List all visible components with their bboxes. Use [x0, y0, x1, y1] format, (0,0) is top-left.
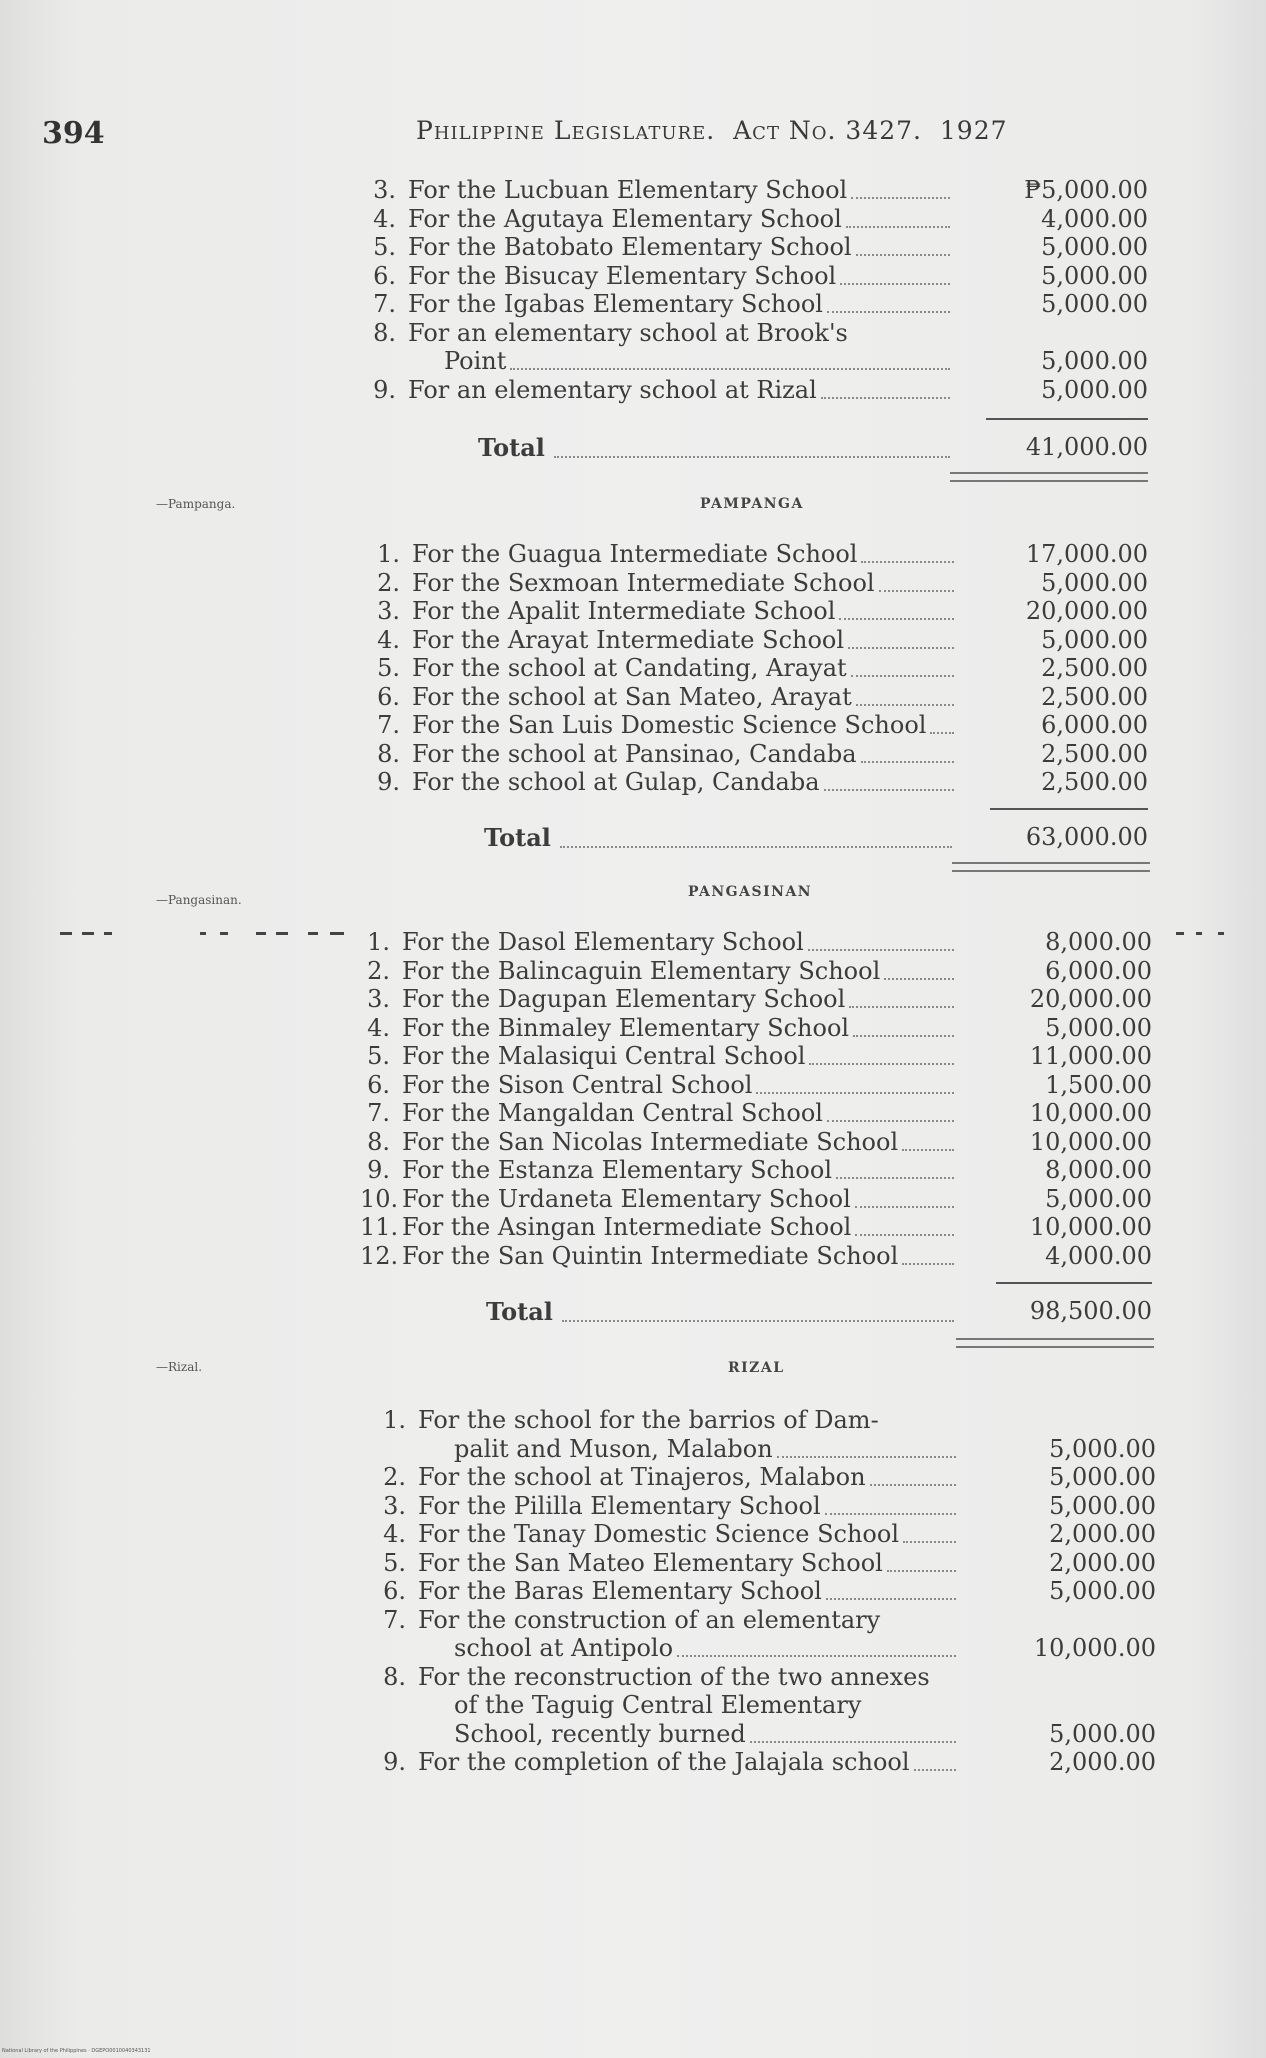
item-amount: 6,000.00: [1041, 711, 1148, 739]
item-label: For the Mangaldan Central School: [402, 1099, 823, 1127]
leader-dots: [884, 978, 954, 980]
item-label: For an elementary school at Brook's: [408, 318, 848, 347]
item-amount: 2,500.00: [1041, 654, 1148, 682]
item-label: For the Lucbuan Elementary School: [408, 176, 848, 204]
leader-dots: [887, 1570, 956, 1572]
leader-dots: [821, 397, 950, 399]
item-number: 3.: [367, 985, 390, 1013]
leader-dots: [855, 1206, 954, 1208]
total-label: Total: [486, 1297, 553, 1326]
item-amount: 5,000.00: [1049, 1463, 1156, 1491]
item-amount: 4,000.00: [1045, 1241, 1152, 1270]
item-number: 10.: [360, 1184, 399, 1213]
item-amount: 11,000.00: [1029, 1042, 1152, 1070]
leader-dots: [677, 1655, 956, 1657]
item-amount: 5,000.00: [1049, 1434, 1156, 1463]
subtotal-rule: [986, 418, 1148, 420]
item-number: 12.: [360, 1241, 399, 1270]
item-label: For the Baras Elementary School: [418, 1577, 822, 1605]
item-number: 2.: [367, 956, 390, 985]
item-label: For the Dagupan Elementary School: [402, 985, 846, 1013]
item-number: 2.: [383, 1463, 406, 1491]
item-label: For an elementary school at Rizal: [408, 375, 817, 404]
leader-dots: [861, 561, 954, 563]
item-label: For the Apalit Intermediate School: [412, 597, 836, 625]
item-amount: 5,000.00: [1045, 1013, 1152, 1042]
item-number: 11.: [360, 1213, 399, 1241]
item-label: For the completion of the Jalajala school: [418, 1748, 910, 1776]
item-number: 3.: [373, 176, 396, 204]
section-heading: PAMPANGA: [700, 496, 804, 512]
leader-dots: [879, 590, 954, 592]
leader-dots: [903, 1541, 956, 1543]
item-label: For the Agutaya Elementary School: [408, 204, 842, 233]
item-amount: 17,000.00: [1025, 540, 1148, 568]
item-label: For the Malasiqui Central School: [402, 1042, 806, 1070]
item-number: 5.: [377, 654, 400, 682]
item-label: For the school at Tinajeros, Malabon: [418, 1463, 866, 1491]
leader-dots: [826, 1598, 956, 1600]
total-label: Total: [478, 433, 545, 462]
item-label: For the Bisucay Elementary School: [408, 261, 837, 290]
leader-dots: [851, 675, 954, 677]
item-label: For the Arayat Intermediate School: [412, 625, 845, 654]
item-label: For the Batobato Elementary School: [408, 233, 852, 261]
item-number: 1.: [367, 928, 390, 956]
item-label: For the school at Pansinao, Candaba: [412, 739, 857, 768]
total-amount: 41,000.00: [1025, 433, 1148, 461]
item-label: Point: [444, 347, 507, 375]
item-amount: 2,500.00: [1041, 739, 1148, 768]
item-number: 9.: [377, 768, 400, 796]
item-amount: 8,000.00: [1045, 1156, 1152, 1184]
item-number: 8.: [377, 739, 400, 768]
item-label: For the Tanay Domestic Science School: [418, 1520, 899, 1548]
item-label: For the San Luis Domestic Science School: [412, 711, 927, 739]
item-amount: 5,000.00: [1045, 1184, 1152, 1213]
item-amount: 20,000.00: [1025, 597, 1148, 625]
leader-dots: [836, 1177, 954, 1179]
double-rule: [950, 472, 1148, 482]
double-rule: [956, 1338, 1154, 1348]
item-amount: 5,000.00: [1049, 1577, 1156, 1605]
item-label: For the Urdaneta Elementary School: [402, 1184, 851, 1213]
scan-footer: National Library of the Philippines · DGEPO0010040343131: [2, 2048, 151, 2054]
item-number: 8.: [367, 1127, 390, 1156]
item-number: 5.: [383, 1548, 406, 1577]
subtotal-rule: [990, 808, 1148, 810]
total-dots: [562, 1320, 954, 1322]
item-label: For the school at Gulap, Candaba: [412, 768, 820, 796]
item-label: For the Igabas Elementary School: [408, 290, 823, 318]
item-number: 5.: [367, 1042, 390, 1070]
leader-dots: [777, 1456, 956, 1458]
margin-note: —Rizal.: [156, 1360, 203, 1374]
leader-dots: [870, 1484, 956, 1486]
item-number: 4.: [373, 204, 396, 233]
item-number: 7.: [383, 1605, 406, 1634]
item-number: 1.: [383, 1406, 406, 1434]
item-amount: 5,000.00: [1041, 290, 1148, 318]
item-number: 6.: [367, 1070, 390, 1099]
total-dots: [554, 456, 950, 458]
leader-dots: [914, 1769, 956, 1771]
item-number: 4.: [377, 625, 400, 654]
leader-dots: [855, 1234, 954, 1236]
item-label: For the school at San Mateo, Arayat: [412, 682, 852, 711]
item-number: 8.: [383, 1662, 406, 1691]
item-amount: 10,000.00: [1029, 1099, 1152, 1127]
item-amount: 10,000.00: [1033, 1634, 1156, 1662]
item-label: For the Sexmoan Intermediate School: [412, 568, 875, 597]
item-label: school at Antipolo: [454, 1634, 674, 1662]
item-number: 3.: [383, 1491, 406, 1520]
leader-dots: [750, 1741, 956, 1743]
item-amount: 5,000.00: [1041, 625, 1148, 654]
item-label: For the Sison Central School: [402, 1070, 753, 1099]
item-label: For the Estanza Elementary School: [402, 1156, 832, 1184]
item-amount: 2,500.00: [1041, 682, 1148, 711]
item-amount: 5,000.00: [1041, 347, 1148, 375]
total-amount: 63,000.00: [1025, 823, 1148, 851]
double-rule: [952, 862, 1150, 872]
leader-dots: [856, 704, 954, 706]
item-amount: 5,000.00: [1041, 375, 1148, 404]
year: 1927: [939, 116, 1008, 145]
section-heading: PANGASINAN: [688, 884, 813, 900]
leader-dots: [839, 618, 954, 620]
item-number: 5.: [373, 233, 396, 261]
item-amount: 5,000.00: [1041, 261, 1148, 290]
item-amount: 2,000.00: [1049, 1520, 1156, 1548]
item-label: For the San Quintin Intermediate School: [402, 1241, 899, 1270]
item-amount: 2,500.00: [1041, 768, 1148, 796]
leader-dots: [809, 1063, 954, 1065]
total-amount: 98,500.00: [1029, 1297, 1152, 1325]
leader-dots: [827, 1120, 954, 1122]
item-number: 6.: [377, 682, 400, 711]
item-amount: 20,000.00: [1029, 985, 1152, 1013]
item-amount: ₱5,000.00: [1024, 176, 1148, 204]
leader-dots: [851, 197, 950, 199]
item-label: For the Pililla Elementary School: [418, 1491, 821, 1520]
item-amount: 10,000.00: [1029, 1127, 1152, 1156]
item-amount: 5,000.00: [1041, 568, 1148, 597]
item-label: For the construction of an elementary: [418, 1605, 881, 1634]
leader-dots: [808, 949, 954, 951]
running-head-title: Philippine Legislature.: [416, 116, 716, 145]
item-number: 3.: [377, 597, 400, 625]
item-label: School, recently burned: [454, 1719, 746, 1748]
item-number: 8.: [373, 318, 396, 347]
leader-dots: [510, 368, 950, 370]
item-amount: 1,500.00: [1045, 1070, 1152, 1099]
leader-dots: [853, 1035, 954, 1037]
item-amount: 4,000.00: [1041, 204, 1148, 233]
item-label: palit and Muson, Malabon: [454, 1434, 773, 1463]
total-dots: [560, 846, 952, 848]
leader-dots: [861, 761, 954, 763]
item-label: For the Dasol Elementary School: [402, 928, 804, 956]
item-number: 6.: [373, 261, 396, 290]
item-amount: 2,000.00: [1049, 1548, 1156, 1577]
act-number: Act No. 3427.: [733, 116, 922, 145]
page-number: 394: [42, 116, 105, 151]
item-label: For the San Mateo Elementary School: [418, 1548, 883, 1577]
item-number: 7.: [367, 1099, 390, 1127]
item-label: For the Balincaguin Elementary School: [402, 956, 881, 985]
item-label: For the school for the barrios of Dam-: [418, 1406, 879, 1434]
item-number: 6.: [383, 1577, 406, 1605]
section-heading: RIZAL: [728, 1360, 785, 1376]
leader-dots: [846, 226, 950, 228]
subtotal-rule: [996, 1282, 1152, 1284]
item-number: 9.: [373, 375, 396, 404]
item-label: For the San Nicolas Intermediate School: [402, 1127, 899, 1156]
item-amount: 10,000.00: [1029, 1213, 1152, 1241]
leader-dots: [756, 1092, 954, 1094]
item-number: 9.: [367, 1156, 390, 1184]
item-amount: 5,000.00: [1049, 1491, 1156, 1520]
leader-dots: [827, 311, 950, 313]
item-label: For the school at Candating, Arayat: [412, 654, 847, 682]
item-label: For the Asingan Intermediate School: [402, 1213, 852, 1241]
item-amount: 5,000.00: [1049, 1719, 1156, 1748]
margin-note: —Pampanga.: [156, 497, 236, 511]
leader-dots: [848, 647, 954, 649]
item-number: 4.: [367, 1013, 390, 1042]
leader-dots: [824, 789, 954, 791]
item-number: 1.: [377, 540, 400, 568]
item-amount: 8,000.00: [1045, 928, 1152, 956]
margin-note: —Pangasinan.: [156, 893, 242, 907]
item-label: For the reconstruction of the two annexes: [418, 1662, 930, 1691]
leader-dots: [902, 1263, 954, 1265]
item-number: 4.: [383, 1520, 406, 1548]
item-label: For the Guagua Intermediate School: [412, 540, 858, 568]
running-head: [416, 116, 1008, 145]
leader-dots: [825, 1513, 956, 1515]
item-number: 2.: [377, 568, 400, 597]
item-label: For the Binmaley Elementary School: [402, 1013, 850, 1042]
leader-dots: [856, 254, 950, 256]
leader-dots: [849, 1006, 954, 1008]
item-label: of the Taguig Central Elementary: [454, 1691, 862, 1719]
item-amount: 5,000.00: [1041, 233, 1148, 261]
leader-dots: [930, 732, 954, 734]
item-amount: 2,000.00: [1049, 1748, 1156, 1776]
item-number: 7.: [373, 290, 396, 318]
leader-dots: [840, 283, 950, 285]
item-amount: 6,000.00: [1045, 956, 1152, 985]
item-number: 7.: [377, 711, 400, 739]
leader-dots: [902, 1149, 954, 1151]
total-label: Total: [484, 823, 551, 852]
item-number: 9.: [383, 1748, 406, 1776]
